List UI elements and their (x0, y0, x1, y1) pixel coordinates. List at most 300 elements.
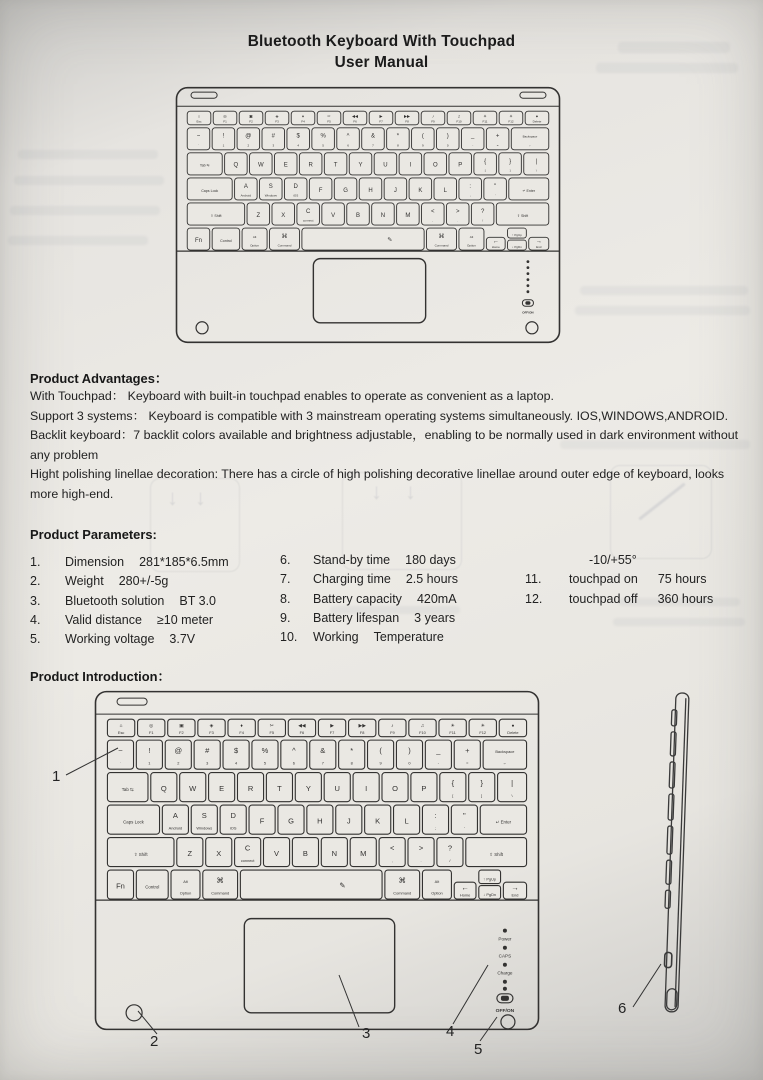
parameter-row: 9. Battery lifespan 3 years (280, 610, 456, 625)
power-switch-knob (525, 301, 530, 305)
parameter-row: 10. Working Temperature (280, 630, 444, 645)
kb-label: ← (461, 882, 469, 892)
kb-label: F10 (456, 119, 462, 124)
kb-label: R (247, 783, 254, 793)
kb-label: 0 (446, 143, 449, 148)
kb-label: iOS (293, 193, 299, 198)
kb-label: ^ (292, 746, 296, 756)
kb-label: ; (469, 193, 471, 198)
kb-label: * (350, 746, 354, 756)
kb-label: Fn (194, 237, 203, 244)
kb-label: W (189, 783, 197, 793)
kb-label: Q (160, 783, 167, 793)
kb-label: Alt (252, 234, 257, 239)
kb-label: 5 (263, 760, 267, 766)
kb-label: F4 (239, 729, 244, 735)
kb-label: ⌘ (281, 233, 288, 240)
kb-label: 3 (272, 143, 275, 148)
bleed-through-ghost (613, 618, 745, 626)
led-dot (527, 260, 530, 263)
kb-label: F5 (327, 119, 331, 124)
parameter-row: 12. touchpad off 360 hours (525, 591, 714, 606)
kb-label: $ (296, 133, 300, 140)
kb-label: ◈ (209, 724, 214, 730)
kb-label: % (320, 133, 326, 140)
kb-label: connect (302, 218, 314, 223)
callout-1: 1 (52, 768, 61, 785)
kb-label: ↑ PgUp (512, 232, 522, 237)
kb-label: X (216, 848, 222, 858)
kb-label: B (356, 212, 361, 219)
foot-screw (196, 322, 208, 334)
kb-label: Alt (434, 879, 440, 885)
kb-label: ☀ (480, 724, 485, 730)
kb-label: 1 (148, 760, 151, 766)
kb-label: - (472, 143, 474, 148)
page-title-line2: User Manual (334, 54, 429, 71)
kb-label: U (383, 162, 388, 169)
kb-label: W (257, 162, 264, 169)
kb-label: L (443, 187, 447, 194)
kb-label: ♦ (240, 724, 243, 730)
kb-label: $ (233, 746, 239, 756)
advantages-text (30, 387, 746, 505)
kb-label: 2 (247, 143, 250, 148)
kb-label: = (496, 143, 499, 148)
kb-label: A (243, 183, 248, 190)
kb-label: Y (358, 162, 363, 169)
kb-label: 4 (234, 760, 238, 766)
kb-label: Windows (196, 825, 213, 831)
kb-label: → (511, 882, 519, 892)
kb-label: F (318, 187, 323, 194)
led-dot (527, 272, 530, 275)
kb-label: P (458, 162, 463, 169)
kb-label: ◎ (223, 113, 227, 119)
kb-label: ⌘ (398, 876, 407, 886)
kb-label: ~ (118, 746, 123, 756)
kb-label: S (201, 811, 207, 821)
bleed-through-ghost (18, 150, 158, 159)
kb-label: 2 (177, 760, 180, 766)
kb-label: ↵ Enter (522, 188, 536, 193)
kb-label: F8 (359, 729, 365, 735)
bleed-through-ghost: ↓ ↓ (150, 478, 240, 572)
kb-label: X (281, 212, 286, 219)
kb-label: Control (220, 238, 232, 243)
kb-label: \ (511, 793, 513, 799)
kb-label: [ (452, 793, 454, 799)
kb-label: T (277, 783, 282, 793)
parameter-row: 1. Dimension 281*185*6.5mm (30, 555, 229, 569)
bleed-through-ghost (10, 206, 160, 215)
parameter-row: 8. Battery capacity 420mA (280, 591, 457, 606)
callout-5: 5 (474, 1041, 483, 1058)
kb-label: Command (393, 890, 412, 896)
kb-label: } (480, 778, 483, 788)
kb-label: , (391, 857, 393, 863)
kb-label: ↑ PgUp (483, 876, 497, 882)
kb-label: Alt (469, 234, 474, 239)
kb-label: J (393, 187, 397, 194)
kb-label: G (343, 187, 348, 194)
kb-label: ☀ (483, 113, 487, 119)
parameter-row: 2. Weight 280+/-5g (30, 574, 169, 589)
kb-label: G (288, 816, 294, 826)
kb-label: ▣ (249, 113, 253, 119)
kb-label: Option (467, 243, 476, 248)
foot-screw (526, 322, 538, 334)
kb-label: + (495, 133, 500, 140)
kb-label: Android (240, 193, 252, 198)
kb-label: Power (498, 936, 512, 942)
kb-label: . (420, 857, 422, 863)
parameter-row: 3. Bluetooth solution BT 3.0 (30, 593, 216, 608)
kb-label: F7 (379, 119, 383, 124)
kb-label: Backspace (495, 749, 515, 755)
kb-label: iOS (229, 825, 237, 831)
kb-spacebar (302, 228, 424, 250)
kb-label: 8 (397, 143, 399, 148)
parameters-heading: Product Parameters: (30, 527, 157, 542)
kb-label: ← (492, 239, 499, 246)
kb-label: 9 (422, 143, 424, 148)
kb-label: V (331, 212, 336, 219)
latch (520, 92, 546, 98)
kb-label: ; (434, 825, 437, 831)
kb-label: E (219, 783, 225, 793)
kb-label: ● (511, 724, 515, 730)
kb-label: = (466, 760, 469, 766)
kb-label: ? (447, 843, 453, 853)
kb-label: F6 (299, 729, 305, 735)
kb-label: & (370, 133, 375, 140)
kb-label: ♦ (302, 113, 305, 119)
kb-label: ' (464, 825, 465, 831)
kb-label: 1 (222, 143, 225, 148)
kb-label: Esc (117, 729, 125, 735)
kb-label: R (308, 162, 313, 169)
kb-label: { (451, 778, 455, 788)
callout-line-6 (633, 964, 661, 1007)
kb-label: 6 (347, 143, 349, 148)
kb-label: Option (250, 243, 260, 248)
kb-label: O (432, 162, 438, 169)
kb-label: O (392, 783, 398, 793)
kb-label: L (404, 816, 409, 826)
parameters-col3 (525, 551, 713, 609)
kb-label: F3 (275, 119, 279, 124)
kb-label: > (455, 208, 460, 215)
kb-label: F8 (405, 119, 409, 124)
kb-label: Y (305, 783, 311, 793)
callout-line-3 (339, 975, 359, 1027)
kb-label: Android (168, 825, 183, 831)
kb-label: ▶▶ (358, 724, 366, 730)
kb-label: _ (436, 746, 441, 756)
kb-label: Command (211, 890, 230, 896)
callout-line-5 (480, 1017, 497, 1041)
kb-label: Delete (507, 729, 519, 735)
kb-label: S (268, 183, 273, 190)
kb-label: C (306, 208, 311, 215)
kb-label: 7 (321, 760, 324, 766)
kb-label: ♫ (420, 724, 425, 730)
kb-label: @ (174, 746, 183, 756)
kb-label: ✂ (327, 113, 331, 119)
kb-label: ` (197, 143, 199, 148)
kb-label: D (230, 811, 236, 821)
callout-6: 6 (618, 1000, 627, 1017)
kb-label: ↓ PgDn (483, 892, 497, 898)
kb-label: / (482, 218, 484, 223)
latch (191, 92, 217, 98)
callout-line-1 (66, 748, 118, 775)
kb-label: K (418, 187, 423, 194)
kb-label: Esc (196, 119, 202, 124)
kb-label: F12 (508, 119, 514, 124)
kb-label: P (421, 783, 427, 793)
kb-label: @ (245, 133, 252, 140)
advantage-item: Backlit keyboard：7 backlit colors available and brightness adjustable，enabling to be normally used in dark environment without any problem (30, 428, 739, 462)
kb-label: J (346, 816, 351, 826)
kb-label: > (418, 843, 424, 853)
kb-label: Z (256, 212, 261, 219)
led-dot (527, 278, 530, 281)
kb-label: H (368, 187, 373, 194)
parameter-row: 6. Stand-by time 180 days (280, 553, 456, 567)
kb-label: ☀ (450, 724, 455, 730)
kb-label: < (389, 843, 395, 853)
kb-label: ` (119, 760, 122, 766)
kb-label: # (271, 133, 275, 140)
parameter-row: 7. Charging time 2.5 hours (280, 572, 458, 587)
led-dot (527, 284, 530, 287)
kb-label: " (463, 811, 466, 821)
kb-label: ✎ (339, 881, 346, 891)
kb-label: < (431, 208, 435, 215)
kb-label: ⇧ Shift (489, 851, 504, 857)
kb-label: E (283, 162, 288, 169)
kb-label: ] (509, 168, 511, 173)
kb-label: ✂ (269, 724, 274, 730)
kb-label: F5 (269, 729, 275, 735)
kb-label: 9 (379, 760, 382, 766)
kb-label: F10 (419, 729, 426, 735)
led-dot (527, 290, 530, 293)
kb-label: * (396, 133, 400, 140)
kb-label: ⌘ (216, 876, 224, 886)
kb-label: . (457, 218, 459, 223)
kb-label: _ (471, 133, 475, 140)
kb-label: ] (481, 793, 483, 799)
kb-label: 7 (372, 143, 374, 148)
bleed-through-ghost (8, 236, 148, 245)
kb-label: Charge (497, 970, 513, 976)
kb-label: | (511, 778, 514, 788)
kb-label: ( (421, 133, 424, 140)
kb-label: V (274, 848, 280, 858)
kb-label: Command (277, 243, 292, 248)
kb-label: connect (240, 857, 255, 863)
kb-label: N (331, 848, 338, 858)
kb-label: Tab ⇆ (199, 163, 210, 168)
kb-label: F3 (209, 729, 214, 735)
kb-label: Windows (264, 193, 277, 198)
kb-label: 8 (350, 760, 353, 766)
kb-label: ! (222, 133, 225, 140)
kb-label: { (484, 158, 487, 165)
kb-label: ◀◀ (298, 724, 306, 730)
kb-label: F11 (449, 729, 456, 735)
kb-label: N (380, 212, 386, 219)
kb-label: ⌂ (119, 724, 123, 730)
kb-label: F2 (179, 729, 184, 735)
kb-label: Control (145, 884, 160, 890)
kb-label: Option (431, 890, 443, 896)
kb-label: Caps Lock (201, 188, 219, 193)
kb-label: ! (148, 746, 151, 756)
kb-label: 5 (322, 143, 324, 148)
kb-label: : (469, 183, 472, 190)
kb-label: Tab ⇆ (121, 786, 134, 792)
kb-label: \ (535, 168, 537, 173)
parameter-row: 11. touchpad on 75 hours (525, 572, 707, 587)
kb-label: ⇧ Shift (210, 213, 222, 218)
kb-label: ) (408, 746, 411, 756)
parameter-row: -10/+55° (589, 553, 637, 567)
kb-label: F12 (479, 729, 487, 735)
kb-label: F (259, 816, 265, 826)
parameter-row: 5. Working voltage 3.7V (30, 632, 196, 647)
advantages-heading: Product Advantages： (30, 371, 168, 386)
kb-label: , (432, 218, 434, 223)
kb-label: ◈ (275, 113, 279, 119)
kb-label: & (320, 746, 326, 756)
advantage-item: With Touchpad： Keyboard with built-in touchpad enables to operate as convenient as a laptop. (30, 389, 554, 403)
kb-label: U (334, 783, 340, 793)
kb-label: F1 (148, 729, 154, 735)
kb-label: H (317, 816, 323, 826)
kb-label: 4 (297, 143, 300, 148)
bleed-through-ghost: ↓ ↓ (342, 472, 462, 570)
kb-label: ← (502, 760, 507, 766)
kb-label: ' (494, 193, 496, 198)
kb-label: Q (233, 162, 239, 169)
kb-label: M (360, 848, 367, 858)
advantage-item: Hight polishing linellae decoration: There has a circle of high polishing decorative linellae around outer edge of keyboard, looks more high-end. (30, 467, 725, 501)
kb-label: K (375, 816, 381, 826)
kb-label: % (261, 746, 269, 756)
kb-label: ● (535, 113, 539, 119)
callout-line-4 (453, 965, 488, 1024)
kb-label: | (535, 158, 538, 165)
kb-label: B (302, 848, 308, 858)
kb-label: / (449, 857, 451, 863)
kb-label: F1 (223, 119, 227, 124)
kb-label: ◎ (149, 724, 154, 730)
kb-label: Command (434, 243, 449, 248)
kb-label: ♪ (432, 113, 434, 119)
kb-label: ⇧ Shift (133, 851, 148, 857)
kb-label: C (244, 843, 251, 853)
kb-label: ♪ (391, 724, 394, 730)
callout-3: 3 (362, 1025, 371, 1042)
kb-label: Backspace (522, 134, 538, 139)
kb-label: ↵ Enter (495, 819, 512, 825)
touchpad (313, 259, 425, 323)
kb-label: OFF/ON (495, 1008, 515, 1014)
kb-label: F6 (353, 119, 357, 124)
kb-label: ▶ (330, 724, 334, 730)
kb-label: ~ (196, 133, 201, 140)
kb-label: M (405, 212, 411, 219)
kb-label: F9 (390, 729, 395, 735)
kb-label: F2 (249, 119, 253, 124)
kb-label: 6 (292, 760, 295, 766)
kb-label: ⌘ (438, 233, 445, 240)
kb-label: : (434, 811, 437, 821)
kb-label: ) (446, 133, 449, 140)
parameters-col1 (30, 553, 229, 649)
kb-label: D (293, 183, 298, 190)
kb-label: Home (459, 892, 471, 898)
bleed-through-ghost (575, 306, 750, 315)
kb-label: ♫ (457, 113, 461, 119)
advantage-item: Support 3 systems： Keyboard is compatible with 3 mainstream operating systems simultaneously. IOS,WINDOWS,ANDROID. (30, 408, 729, 423)
page-title-line1: Bluetooth Keyboard With Touchpad (247, 33, 516, 50)
kb-label: Option (179, 890, 192, 896)
kb-label: T (333, 162, 338, 169)
kb-label: ▶ (379, 113, 383, 119)
kb-label: ◀◀ (351, 113, 359, 119)
kb-label: 0 (408, 760, 411, 766)
kb-label: 3 (206, 760, 209, 766)
kb-label: ( (379, 746, 382, 756)
introduction-heading: Product Introduction： (30, 669, 171, 684)
page-title (0, 31, 763, 73)
kb-label: I (409, 162, 412, 169)
kb-label: ▣ (179, 724, 184, 730)
kb-label: Alt (183, 879, 188, 885)
parameter-row: 4. Valid distance ≥10 meter (30, 612, 214, 627)
kb-label: Home (491, 245, 500, 250)
led-dot (527, 266, 530, 269)
kb-label: CAPS (498, 953, 512, 959)
kb-label: + (465, 746, 470, 756)
parameters-col2 (280, 551, 458, 647)
kb-label: } (509, 158, 512, 165)
kb-label: Z (187, 848, 193, 858)
kb-label: F9 (431, 119, 435, 124)
bleed-through-ghost (580, 286, 748, 295)
keyboard-top-view-diagram (175, 86, 561, 344)
kb-label: ▶▶ (403, 113, 411, 119)
kb-label: Caps Lock (123, 819, 144, 825)
kb-label: ☀ (509, 113, 513, 119)
kb-label: Fn (116, 881, 125, 891)
kb-label: F11 (482, 119, 488, 124)
kb-label: ✎ (387, 237, 393, 244)
callout-overlay (0, 680, 763, 1080)
kb-label: F7 (329, 729, 335, 735)
kb-label: → (535, 239, 542, 246)
kb-label: ← (528, 143, 532, 148)
kb-label: ? (480, 208, 485, 215)
kb-label: " (494, 183, 497, 190)
kb-label: ↓ PgDn (512, 244, 522, 249)
kb-label: ⌂ (197, 113, 201, 119)
